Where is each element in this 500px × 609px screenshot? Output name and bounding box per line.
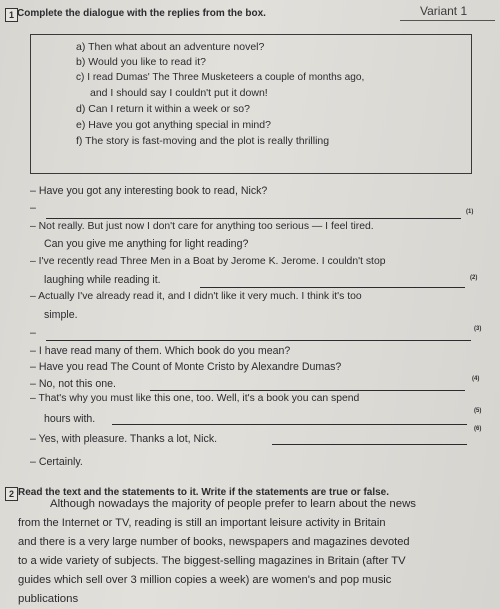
paragraph-line-6: publications [18, 593, 79, 605]
dialogue-line-12: – No, not this one. [30, 378, 116, 390]
reply-option-f: f) The story is fast-moving and the plot is really thrilling [76, 135, 330, 147]
dialogue-line-3: – Not really. But just now I don't care for anything too serious — I feel tired. [30, 221, 374, 232]
blank-mark-5: (5) [474, 408, 482, 414]
variant-underline [400, 20, 495, 21]
dialogue-line-16: – Certainly. [30, 456, 83, 468]
reply-option-d: d) Can I return it within a week or so? [76, 103, 250, 115]
blank-mark-4: (4) [472, 376, 480, 382]
answer-blank-4 [150, 390, 465, 391]
dialogue-line-10: – I have read many of them. Which book do you mean? [30, 345, 291, 357]
reply-option-c-cont: and I should say I couldn't put it down! [90, 87, 268, 99]
dialogue-line-15: – Yes, with pleasure. Thanks a lot, Nick. [30, 433, 218, 445]
reply-option-c: c) I read Dumas' The Three Musketeers a couple of months ago, [76, 72, 365, 83]
dialogue-line-1: – Have you got any interesting book to read, Nick? [30, 185, 268, 197]
dialogue-line-7: – Actually I've already read it, and I didn't like it very much. I think it's too [30, 291, 362, 302]
answer-blank-2 [200, 287, 465, 288]
answer-blank-3 [46, 340, 471, 341]
paragraph-line-5: guides which sell over 3 million copies a week) are women's and pop music [18, 574, 392, 586]
dialogue-line-13: – That's why you must like this one, too. Well, it's a book you can spend [30, 393, 360, 404]
blank-mark-2: (2) [470, 275, 478, 281]
reply-option-b: b) Would you like to read it? [76, 56, 206, 68]
paragraph-line-2: from the Internet or TV, reading is still an important leisure activity in Britain [18, 517, 386, 529]
paragraph-line-3: and there is a very large number of books, newspapers and magazines devoted [18, 536, 410, 548]
dialogue-line-5: – I've recently read Three Men in a Boat by Jerome K. Jerome. I couldn't stop [30, 256, 386, 267]
reply-option-e: e) Have you got anything special in mind? [76, 119, 271, 131]
dialogue-line-11: – Have you read The Count of Monte Cristo by Alexandre Dumas? [30, 361, 342, 373]
paragraph-line-1: Although nowadays the majority of people prefer to learn about the news [50, 498, 416, 510]
dialogue-line-9: – [30, 327, 36, 339]
dialogue-line-2: – [30, 202, 36, 214]
dialogue-line-4: Can you give me anything for light reading? [44, 238, 249, 250]
task2-number: 2 [5, 487, 18, 501]
variant-label: Variant 1 [420, 4, 468, 18]
task1-number: 1 [5, 8, 18, 22]
blank-mark-3: (3) [474, 326, 482, 332]
blank-mark-1: (1) [466, 209, 474, 215]
task1-instruction: Complete the dialogue with the replies from the box. [17, 8, 266, 19]
answer-blank-1 [46, 218, 461, 219]
reply-option-a: a) Then what about an adventure novel? [76, 41, 265, 53]
answer-blank-6 [272, 444, 467, 445]
dialogue-line-6: laughing while reading it. [44, 274, 161, 286]
task2-instruction: Read the text and the statements to it. Write if the statements are true or false. [18, 487, 390, 498]
blank-mark-6: (6) [474, 426, 482, 432]
dialogue-line-14: hours with. [44, 413, 96, 425]
paragraph-line-4: to a wide variety of subjects. The biggest-selling magazines in Britain (after TV [18, 555, 406, 567]
dialogue-line-8: simple. [44, 309, 78, 321]
answer-blank-5 [112, 424, 467, 425]
